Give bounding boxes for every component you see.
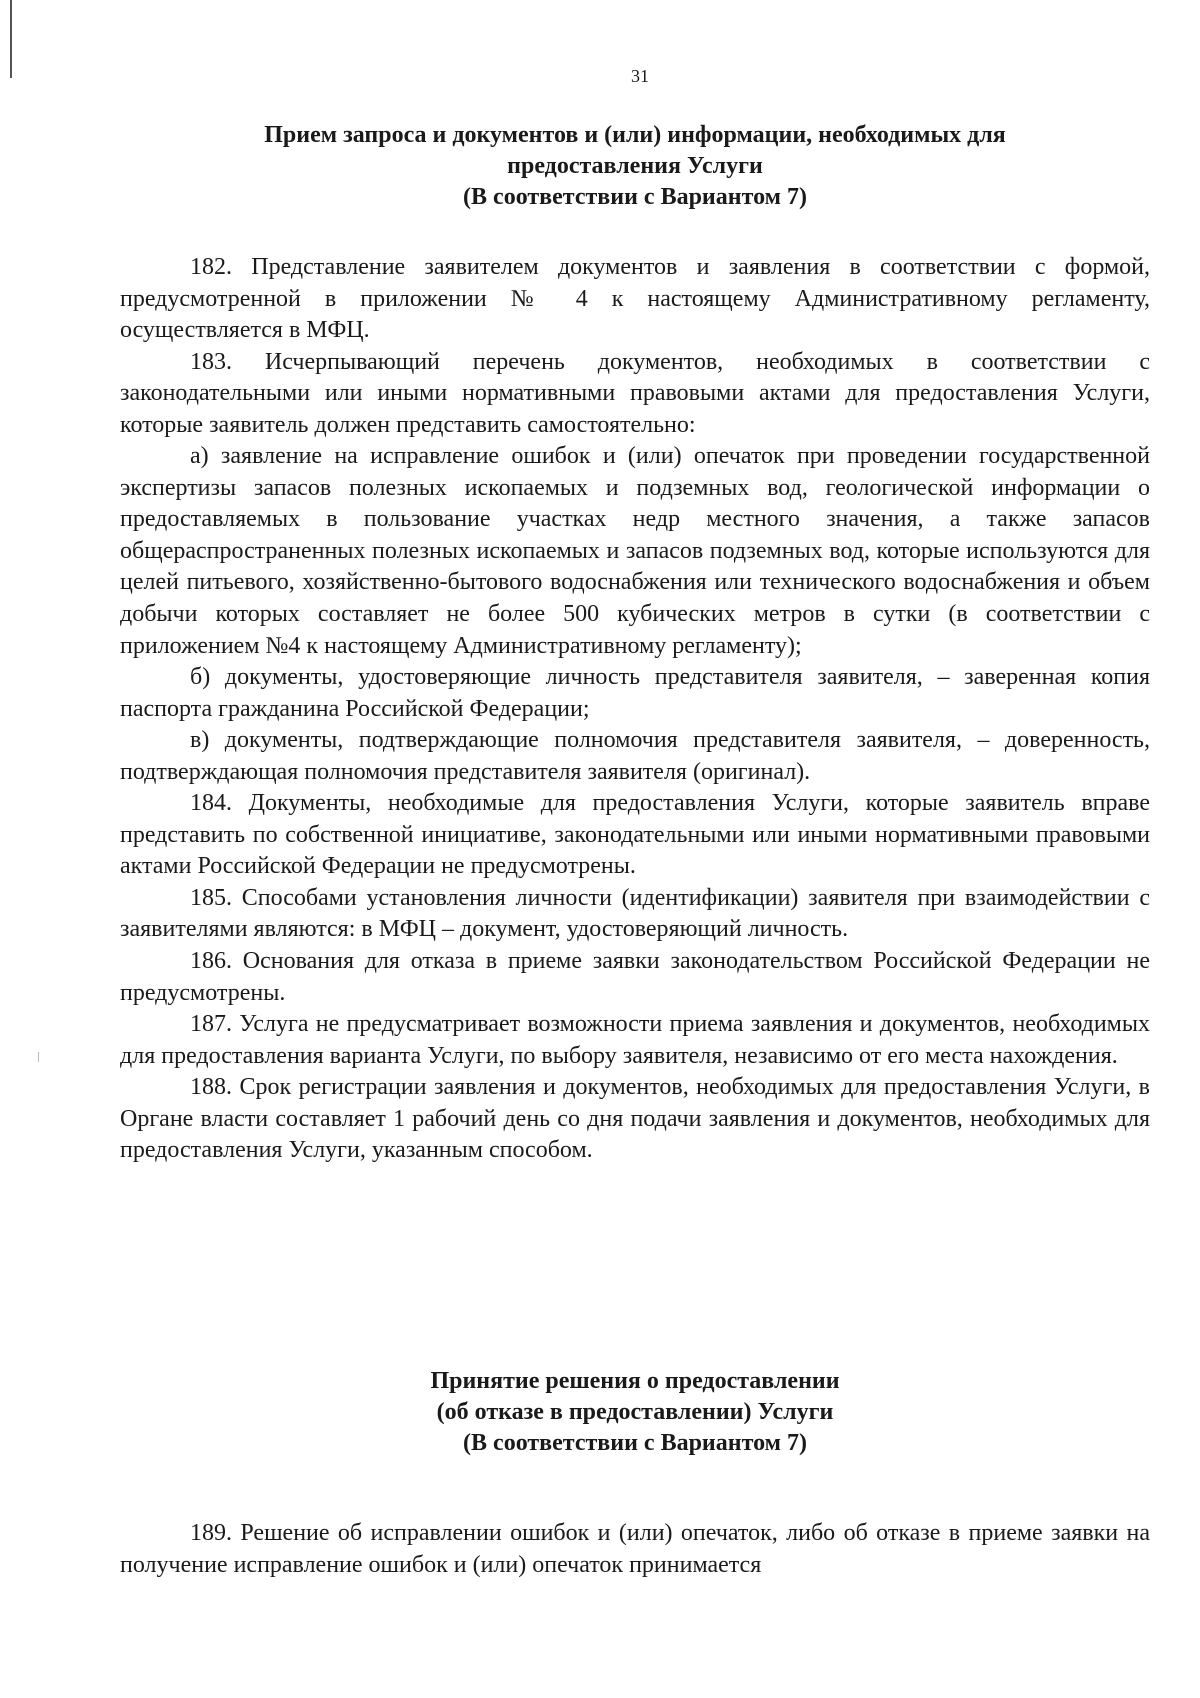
heading-line: Прием запроса и документов и (или) информации, необходимых для xyxy=(264,122,1006,148)
paragraph-183-a: а) заявление на исправление ошибок и (или) опечаток при проведении государственной экспертизы запасов полезных ископаемых и подземных вод, геологической информации о предоставляемых в пользование участках недр местного значения, а также запасов общераспространенных полезных ископаемых и запасов подземных вод, которые используются для целей питьевого, хозяйственно-бытового водоснабжения или технического водоснабжения и объем добычи которых составляет не более 500 кубических метров в сутки (в соответствии с приложением №4 к настоящему Административному регламенту); xyxy=(120,443,1150,659)
paragraph-183: 183. Исчерпывающий перечень документов, необходимых в соответствии с законодательными или иными нормативными правовыми актами для предоставления Услуги, которые заявитель должен представить самостоятельно: xyxy=(120,348,1150,438)
page-number: 31 xyxy=(631,66,649,86)
paragraph-184: 184. Документы, необходимые для предоставления Услуги, которые заявитель вправе представить по собственной инициативе, законодательными или иными нормативными правовыми актами Российской Федерации не предусмотрены. xyxy=(120,790,1150,880)
heading-line: предоставления Услуги xyxy=(507,153,763,179)
paragraph-189: 189. Решение об исправлении ошибок и (или) опечаток, либо об отказе в приеме заявки на получение исправление ошибок и (или) опечаток принимается xyxy=(120,1520,1150,1578)
paragraph-182: 182. Представление заявителем документов и заявления в соответствии с формой, предусмотренной в приложении № 4 к настоящему Административному регламенту, осуществляется в МФЦ. xyxy=(120,254,1150,344)
scan-speck xyxy=(38,1052,39,1062)
heading-line: Принятие решения о предоставлении xyxy=(430,1368,840,1394)
paragraph-186: 186. Основания для отказа в приеме заявки законодательством Российской Федерации не предусмотрены. xyxy=(120,948,1150,1006)
section-heading-receipt xyxy=(120,120,1150,213)
paragraph-183-b: б) документы, удостоверяющие личность представителя заявителя, – заверенная копия паспорта гражданина Российской Федерации; xyxy=(120,664,1150,722)
section-body-decision xyxy=(120,1518,1150,1581)
paragraph-185: 185. Способами установления личности (идентификации) заявителя при взаимодействии с заявителями являются: в МФЦ – документ, удостоверяющий личность. xyxy=(120,884,1150,943)
heading-line: (об отказе в предоставлении) Услуги xyxy=(436,1399,834,1425)
section-body-receipt xyxy=(120,252,1150,1167)
paragraph-187: 187. Услуга не предусматривает возможности приема заявления и документов, необходимых для предоставления варианта Услуги, по выбору заявителя, независимо от его места нахождения. xyxy=(120,1011,1150,1069)
section-heading-decision xyxy=(120,1366,1150,1459)
heading-line: (В соответствии с Вариантом 7) xyxy=(463,184,807,210)
heading-line: (В соответствии с Вариантом 7) xyxy=(463,1430,807,1456)
paragraph-183-v: в) документы, подтверждающие полномочия представителя заявителя, – доверенность, подтверждающая полномочия представителя заявителя (оригинал). xyxy=(120,727,1150,785)
paragraph-188: 188. Срок регистрации заявления и документов, необходимых для предоставления Услуги, в Органе власти составляет 1 рабочий день со дня подачи заявления и документов, необходимых для предоставления Услуги, указанным способом. xyxy=(120,1074,1150,1164)
